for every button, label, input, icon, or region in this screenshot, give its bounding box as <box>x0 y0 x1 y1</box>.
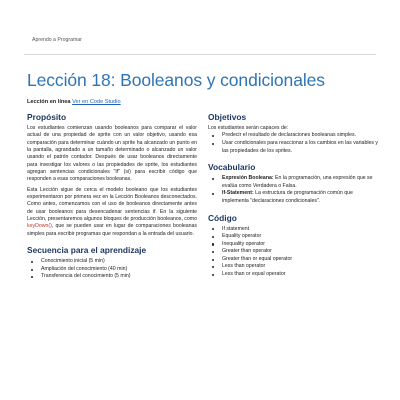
list-item: Less than or equal operator <box>208 271 378 279</box>
list-item: If statement <box>208 226 378 234</box>
proposito-heading: Propósito <box>27 112 67 122</box>
vocabulario-list <box>208 175 378 205</box>
list-item: Predecir el resultado de declaraciones booleanas simples. <box>208 132 378 140</box>
left-column <box>27 112 197 281</box>
vocab-term: Expresión Booleana: <box>222 175 274 182</box>
list-item <box>208 175 378 190</box>
list-item: Ampliación del conocimiento (40 min) <box>27 266 197 274</box>
objetivos-intro: Los estudiantes serán capaces de: <box>208 125 289 131</box>
code-studio-link[interactable]: Ver en Code Studio <box>72 99 121 105</box>
proposito-p2-text-b: , que se pueden usar en lugar de comparaciones booleanas simples para escribir programas que respondan a la entrada del usuario. <box>27 223 197 237</box>
objetivos-heading: Objetivos <box>208 112 247 122</box>
right-column <box>208 112 378 279</box>
page-header: Aprendo a Programar <box>32 37 82 43</box>
online-lesson-line <box>27 99 121 105</box>
vocab-definition: En la programación, una expresión que se evalúa como Verdadera o Falsa. <box>222 175 373 189</box>
list-item: Less than operator <box>208 263 378 271</box>
list-item: Transferencia del conocimiento (5 min) <box>27 273 197 281</box>
keydown-code: keyDown() <box>27 223 52 230</box>
proposito-paragraph-1: Los estudiantes comienzan usando booleanos para comparar el valor actual de una propiedad de sprite con un valor objetivo, usando esa comparación para determinar cuándo un sprite ha alcanzado un punto en la pantalla, agrandado a un tamaño determinado o alcanzado un valor usando el patrón contador. Después de usar booleanos directamente para investigar los valores o las propiedades de sprite, los estudiantes agregan sentencias condicionales "if" (si) para escribir código que responden a esas comparaciones booleanas. <box>27 125 197 183</box>
online-lesson-label: Lección en línea <box>27 99 71 105</box>
list-item: Equality operator <box>208 233 378 241</box>
list-item: Conocimiento inicial (5 min) <box>27 258 197 266</box>
list-item: Usar condicionales para reaccionar a los cambios en las variables y las propiedades de los sprites. <box>208 140 378 155</box>
vocab-term: If-Statement: <box>222 190 254 197</box>
list-item <box>208 190 378 205</box>
vocab-definition: La estructura de programación común que implementa "declaraciones condicionales". <box>222 190 353 204</box>
secuencia-heading: Secuencia para el aprendizaje <box>27 245 147 256</box>
proposito-paragraph-2 <box>27 187 197 238</box>
objetivos-list <box>208 132 378 155</box>
codigo-list <box>208 226 378 279</box>
secuencia-list <box>27 258 197 281</box>
list-item: Greater than or equal operator <box>208 256 378 264</box>
codigo-heading: Código <box>208 212 237 223</box>
list-item: Greater than operator <box>208 248 378 256</box>
page-title: Lección 18: Booleanos y condicionales <box>27 70 325 90</box>
header-divider <box>24 54 376 55</box>
vocabulario-heading: Vocabulario <box>208 162 256 173</box>
proposito-p2-text-a: Esta Lección sigue de cerca el modelo booleano que los estudiantes experimentaron por primera vez en la Lección Booleanos desconectados. Como antes, comenzamos con el uso de booleanos directamente antes de usar booleanos para desencadenar sentencias if. En la siguiente Lección, presentaremos algunos bloques de producción booleanos, como <box>27 186 197 223</box>
list-item: Inequality operator <box>208 241 378 249</box>
